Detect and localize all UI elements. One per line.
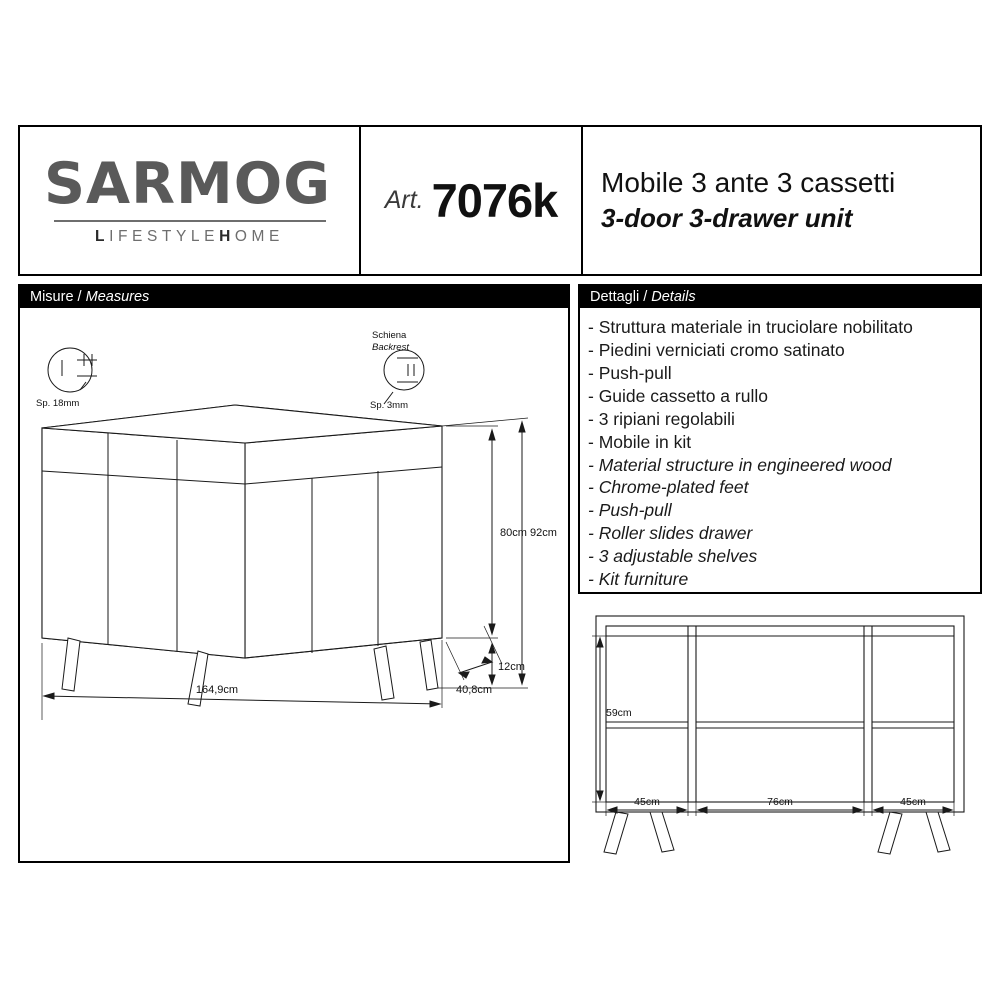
product-title-it: Mobile 3 ante 3 cassetti bbox=[601, 166, 896, 198]
measures-separator: / bbox=[77, 289, 82, 305]
detail-item-en-1: - Material structure in engineered wood bbox=[588, 454, 892, 475]
measures-label-en: Measures bbox=[85, 289, 150, 305]
tagline-h: H bbox=[219, 227, 235, 245]
measures-label-it: Misure bbox=[30, 289, 74, 305]
bay-center-label: 76cm bbox=[767, 796, 793, 808]
content-panels bbox=[18, 284, 982, 863]
detail-item-it-4: - Guide cassetto a rullo bbox=[588, 385, 768, 406]
detail-item-en-5: - 3 adjustable shelves bbox=[588, 546, 758, 567]
details-separator: / bbox=[643, 289, 648, 305]
details-label-it: Dettagli bbox=[590, 289, 640, 305]
main-drawing bbox=[22, 308, 566, 859]
details-bar bbox=[580, 286, 980, 308]
inner-height-label: 59cm bbox=[606, 707, 632, 719]
article-code-cell bbox=[361, 127, 583, 274]
detail-item-it-6: - Mobile in kit bbox=[588, 431, 692, 452]
product-title-cell bbox=[583, 127, 980, 274]
detail-item-en-2: - Chrome-plated feet bbox=[588, 477, 749, 498]
backrest-label-it: Schiena bbox=[372, 330, 407, 341]
brand-logo bbox=[20, 127, 361, 274]
detail-item-it-2: - Piedini verniciati cromo satinato bbox=[588, 339, 845, 360]
tagline-ifestyle: IFESTYLE bbox=[109, 227, 220, 245]
product-title-en: 3-door 3-drawer unit bbox=[601, 203, 853, 233]
tagline-l: L bbox=[94, 227, 110, 245]
interior-drawing-svg bbox=[578, 602, 982, 863]
detail-item-it-1: - Struttura materiale in truciolare nobilitato bbox=[588, 317, 913, 337]
detail-item-en-4: - Roller slides drawer bbox=[588, 523, 753, 544]
detail-item-it-3: - Push-pull bbox=[588, 362, 672, 383]
main-drawing-svg bbox=[22, 308, 570, 861]
detail-item-en-3: - Push-pull bbox=[588, 500, 672, 521]
measures-bar bbox=[20, 286, 568, 308]
article-label: Art. bbox=[384, 186, 424, 214]
interior-drawing bbox=[578, 602, 982, 863]
back-thickness-label: Sp. 3mm bbox=[370, 400, 409, 411]
details-panel bbox=[578, 284, 982, 594]
height-total-label: 92cm bbox=[530, 527, 557, 539]
foot-height-label: 12cm bbox=[498, 661, 525, 673]
logo-divider bbox=[54, 220, 326, 222]
backrest-label-en: Backrest bbox=[372, 342, 409, 353]
details-list bbox=[580, 308, 980, 591]
details-label-en: Details bbox=[651, 289, 696, 305]
brand-wordmark: SARMOG bbox=[43, 150, 332, 217]
width-label: 164,9cm bbox=[195, 684, 239, 696]
measures-panel bbox=[18, 284, 570, 863]
header bbox=[18, 125, 982, 276]
spec-sheet bbox=[18, 125, 982, 885]
depth-label: 40,8cm bbox=[455, 684, 493, 696]
detail-item-it-5: - 3 ripiani regolabili bbox=[588, 408, 735, 429]
detail-item-en-6: - Kit furniture bbox=[588, 569, 689, 590]
height-body-label: 80cm bbox=[500, 527, 527, 539]
bay-right-label: 45cm bbox=[900, 796, 926, 808]
bay-left-label: 45cm bbox=[634, 796, 660, 808]
article-code: 7076k bbox=[431, 174, 558, 227]
brand-tagline bbox=[95, 228, 284, 246]
tagline-ome: OME bbox=[234, 227, 284, 245]
panel-thickness-label: Sp. 18mm bbox=[36, 398, 80, 409]
